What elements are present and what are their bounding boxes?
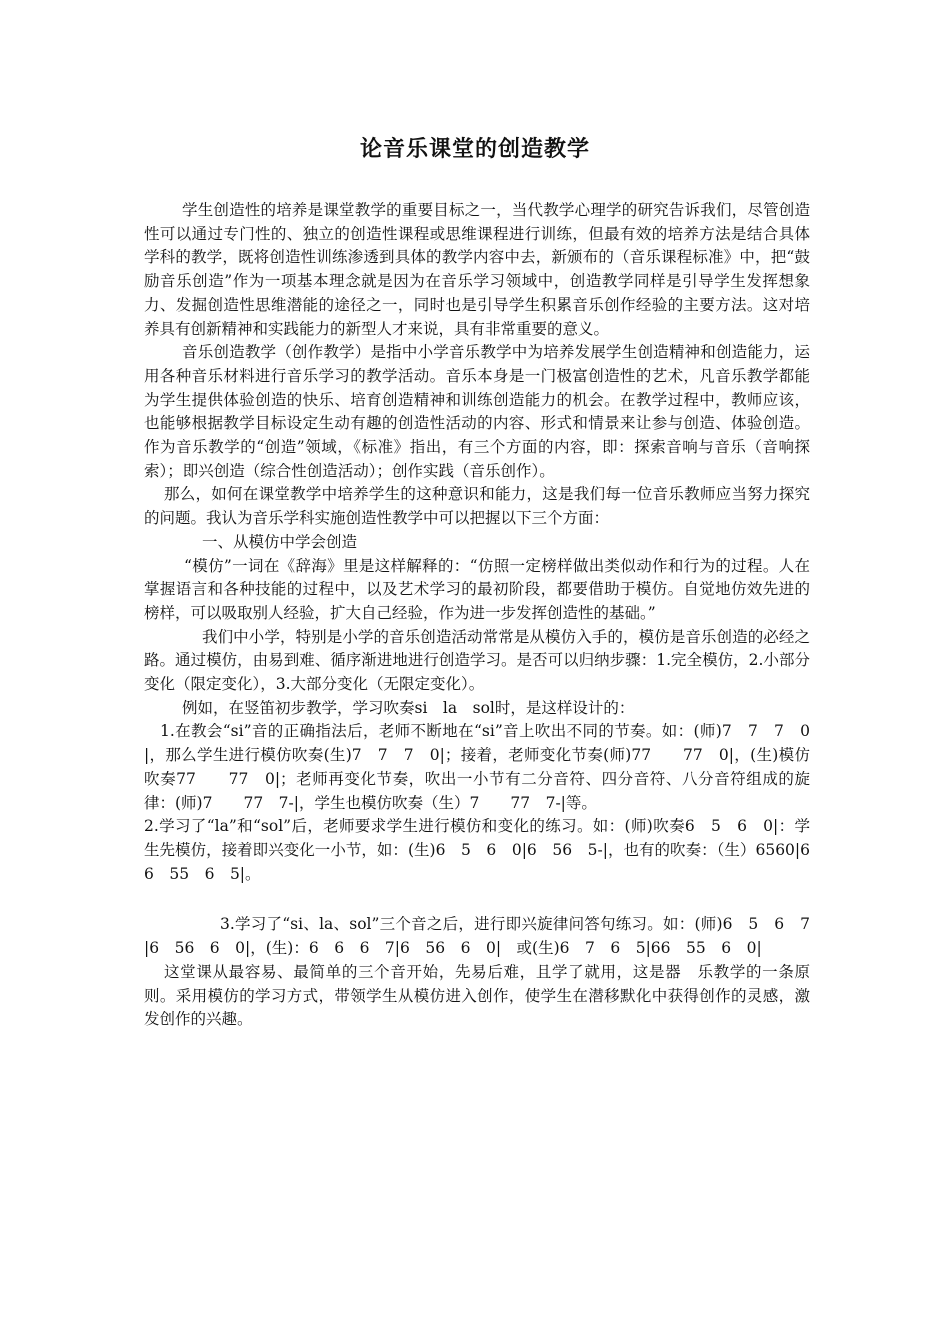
paragraph: 2.学习了“la”和“sol”后，老师要求学生进行模仿和变化的练习。如：(师)吹奏6 5 6 0|：学生先模仿，接着即兴变化一小节，如：(生)6 5 6 0|6 56 5-|，也有的吹奏：（生）6560|66 55 6 5|。 — [144, 817, 810, 883]
paragraph: 我们中小学，特别是小学的音乐创造活动常常是从模仿入手的，模仿是音乐创造的必经之路。通过模仿，由易到难、循序渐进地进行创造学习。是否可以归纳步骤：1.完全模仿，2.小部分变化（限定变化），3.大部分变化（无限定变化）。 — [144, 627, 810, 694]
paragraph: 3.学习了“si、la、sol”三个音之后，进行即兴旋律问答句练习。如：(师)6 5 6 7 |6 56 6 0|，(生)：6 6 6 7|6 56 6 0| 或(生)6 7 6 5|66 55 6 0| — [144, 915, 826, 958]
document-title: 论音乐课堂的创造教学 — [359, 136, 590, 162]
paragraph: “模仿”一词在《辞海》里是这样解释的：“仿照一定榜样做出类似动作和行为的过程。人在掌握语言和各种技能的过程中，以及艺术学习的最初阶段，都要借助于模仿。自觉地仿效先进的榜样，可以吸取别人经验，扩大自己经验，作为进一步发挥创造性的基础。” — [144, 556, 810, 622]
paragraph: 学生创造性的培养是课堂教学的重要目标之一，当代教学心理学的研究告诉我们，尽管创造性可以通过专门性的、独立的创造性课程或思维课程进行训练，但最有效的培养方法是结合具体学科的教学，既将创造性训练渗透到具体的教学内容中去，新颁布的（音乐课程标准》中，把“鼓励音乐创造”作为一项基本理念就是因为在音乐学习领域中，创造教学同样是引导学生发挥想象力、发掘创造性思维潜能的途径之一，同时也是引导学生积累音乐创作经验的主要方法。这对培养具有创新精神和实践能力的新型人才来说，具有非常重要的意义。 — [144, 201, 810, 338]
paragraph: 那么，如何在课堂教学中培养学生的这种意识和能力，这是我们每一位音乐教师应当努力探究的问题。我认为音乐学科实施创造性教学中可以把握以下三个方面： — [144, 485, 810, 528]
paragraph: 1.在教会“si”音的正确指法后，老师不断地在“si”音上吹出不同的节奏。如：(师)7 7 7 0|，那么学生进行模仿吹奏(生)7 7 7 0|；接着，老师变化节奏(师)77 77 0|，(生)模仿吹奏77 77 0|；老师再变化节奏，吹出一小节有二分音符、四分音符、八分音符组成的旋律：(师)7 77 7-|，学生也模仿吹奏（生）7 77 7-|等。 — [144, 722, 810, 812]
paragraph: 这堂课从最容易、最简单的三个音开始，先易后难，且学了就用，这是器 乐教学的一条原则。采用模仿的学习方式，带领学生从模仿进入创作，使学生在潜移默化中获得创作的灵感，激发创作的兴趣。 — [144, 962, 810, 1029]
document-body — [144, 199, 826, 1032]
paragraph-gap — [144, 886, 810, 913]
paragraph: 一、从模仿中学会创造 — [202, 532, 358, 551]
paragraph: 例如，在竖笛初步教学，学习吹奏si la sol时，是这样设计的： — [182, 698, 635, 717]
paragraph: 音乐创造教学（创作教学）是指中小学音乐教学中为培养发展学生创造精神和创造能力，运用各种音乐材料进行音乐学习的教学活动。音乐本身是一门极富创造性的艺术，凡音乐教学都能为学生提供体验创造的快乐、培育创造精神和训练创造能力的机会。在教学过程中，教师应该，也能够根据教学目标设定生动有趣的创造性活动的内容、形式和情景来让参与创造、体验创造。作为音乐教学的“创造”领域，《标准》指出，有三个方面的内容，即：探索音响与音乐（音响探索）；即兴创造（综合性创造活动）；创作实践（音乐创作）。 — [144, 343, 810, 480]
